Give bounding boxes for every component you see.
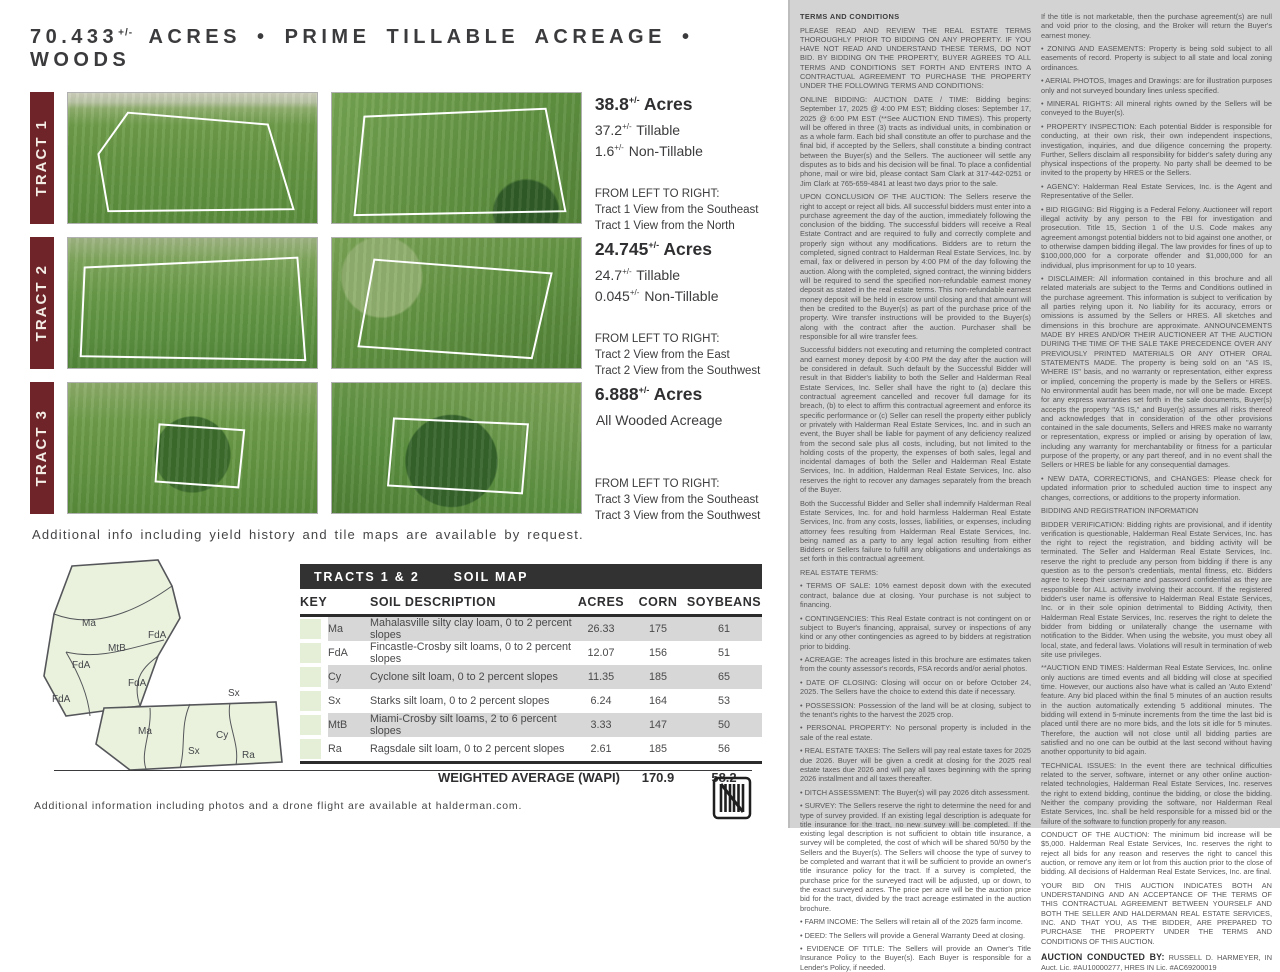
tract-1-row [30,92,778,224]
label: All Wooded Acreage [596,412,723,428]
soil-zone-label: Ma [138,726,152,737]
col-header-soybeans: SOYBEANS [686,595,762,609]
terms-paragraph: • ACREAGE: The acreages listed in this brochure are estimates taken from the county assessor's records, FSA records and/or aerial photos. [800,655,1031,674]
tract-3-photo-southwest [331,382,582,514]
cell-description: Fincastle-Crosby silt loams, 0 to 2 percent slopes [370,641,572,665]
cell-acres: 6.24 [572,689,630,713]
terms-paragraph: • EVIDENCE OF TITLE: The Sellers will provide an Owner's Title Insurance Policy to the Buyer(s). Each Buyer is responsible for a Lender's Policy, if needed. [800,944,1031,972]
tract-1-breakdown [595,122,778,172]
tract-1-photo-north [331,92,582,224]
plus-minus: +/- [614,143,624,152]
label: Non-Tillable [629,143,703,159]
from-left-to-right-label: FROM LEFT TO RIGHT: [595,188,778,200]
acres-value: 6.888 [595,384,639,404]
table-row [300,641,762,665]
soil-zone-label: Ma [82,618,96,629]
cell-corn: 147 [630,713,686,737]
terms-paragraph: • TERMS OF SALE: 10% earnest deposit down with the executed contract, balance due at closing. Your purchase is not subject to financing. [800,581,1031,609]
tract-2-breakdown [595,267,778,317]
terms-column-2 [1041,12,1272,822]
terms-col1-paragraphs [800,26,1031,972]
tract-3-breakdown [595,412,778,462]
cell-key: Ra [328,737,370,761]
terms-paragraph: TECHNICAL ISSUES: In the event there are technical difficulties related to the server, software, internet or any other online auction-related technologies, Halderman Real Estate Services, Inc. reserves the right to extend bidding, continue the bidding, or close the bidding. Neither the company providing the software, nor Halderman Real Estate Services, Inc. shall be held responsible for a missed bid or the failure of the software to function properly for any reason. [1041,761,1272,826]
acres-value: 24.745 [595,239,649,259]
soil-table-title-bar [300,564,762,589]
key-swatch-cell [300,713,328,737]
col-header-key: KEY [300,595,370,609]
cell-description: Miami-Crosby silt loams, 2 to 6 percent slopes [370,713,572,737]
terms-paragraph: • PERSONAL PROPERTY: No personal property is included in the sale of the real estate. [800,723,1031,742]
terms-paragraph: • MINERAL RIGHTS: All mineral rights owned by the Sellers will be conveyed to the Buyer(s). [1041,99,1272,118]
terms-paragraph: PLEASE READ AND REVIEW THE REAL ESTATE TERMS THOROUGHLY PRIOR TO BIDDING ON ANY PROPERTY. IF YOU HAVE NOT READ AND UNDERSTAND THESE TERMS, DO NOT BID. BY BIDDING ON THE PROPERTY, BUYER AGREES TO ALL TERMS AND CONDITIONS SET FORTH AND ENTERS INTO A CONTRACTUAL AGREEMENT TO PURCHASE THE PROPERTY UNDER THE FOLLOWING TERMS AND CONDITIONS: [800,26,1031,91]
title-rest: ACRES • PRIME TILLABLE ACREAGE • WOODS [30,26,694,71]
tract-1-caption-2: Tract 1 View from the North [595,220,778,232]
plus-minus: +/- [639,385,650,395]
soil-zone-label: FdA [52,694,71,705]
cell-soybeans: 56 [686,737,762,761]
table-row [300,713,762,737]
value: 0.045 [595,288,630,304]
plus-minus: +/- [622,122,632,131]
terms-paragraph: • ZONING AND EASEMENTS: Property is being sold subject to all easements of record. Property is subject to all state and local zoning ordinances. [1041,44,1272,72]
soil-key-swatch [300,619,321,639]
tract-2-acres [595,239,778,260]
cell-description: Cyclone silt loam, 0 to 2 percent slopes [370,665,572,689]
terms-paragraph: • DEED: The Sellers will provide a General Warranty Deed at closing. [800,931,1031,940]
terms-paragraph: UPON CONCLUSION OF THE AUCTION: The Sellers reserve the right to accept or reject all bids. All successful bidders must enter into a purchase agreement the day of the auction, immediately following the conclusion of the bidding. The successful bidders will receive a Real Estate Contract and are required to fully and correctly complete and properly sign without any modifications. Bidders are to return the completed, signed contract to Halderman Real Estate Services, Inc. by email, fax or delivered in person by 4:00 PM of the day following the auction. Along with the completed, signed contract, the winning bidders will be required to send the specified non-refundable earnest money deposit as stated in the real estate terms. This non-refundable earnest money deposit will be held in escrow until closing and that amount will then be credited to the Buyer(s) as part of the purchase price of the property. Wire transfer instructions will be provided to the Buyer(s) along with the contract after the auction. Purchaser shall be responsible for all wire transfer fees. [800,192,1031,341]
soil-zone-label: Sx [188,746,200,757]
soil-map-drawing [30,556,286,788]
tract-1-photo-southeast [67,92,318,224]
terms-paragraph: REAL ESTATE TERMS: [800,568,1031,577]
tract-3-info [595,382,778,514]
terms-paragraph: • PROPERTY INSPECTION: Each potential Bidder is responsible for conducting, at their own risk, their own independent inspections, investigation, inquiries, and due diligence concerning the property. Further, Sellers disclaim all responsibility for bidder's safety during any physical inspections of the property. No party shall be deemed to be invited to the property by HRES or the Sellers. [1041,122,1272,178]
tract-1-caption-1: Tract 1 View from the Southeast [595,204,778,216]
cell-soybeans: 51 [686,641,762,665]
acres-unit: Acres [644,94,693,114]
terms-paragraph: • DATE OF CLOSING: Closing will occur on or before October 24, 2025. The Sellers have the choice to extend this date if necessary. [800,678,1031,697]
cell-soybeans: 65 [686,665,762,689]
soil-key-swatch [300,643,321,663]
soil-table-subtitle: SOIL MAP [454,570,529,584]
request-note: Additional info including yield history and tile maps are available by request. [32,527,778,542]
tillable-line [595,122,778,138]
tract-1-label-strip [30,92,54,224]
soil-section [30,556,778,791]
cell-description: Starks silt loam, 0 to 2 percent slopes [370,689,572,713]
cell-corn: 164 [630,689,686,713]
title-plus-minus: +/- [118,27,133,38]
plus-minus: +/- [629,95,640,105]
terms-paragraph: BIDDING AND REGISTRATION INFORMATION [1041,506,1272,515]
value: 1.6 [595,143,614,159]
boundary-outline [68,93,317,223]
terms-paragraph: • BID RIGGING: Bid Rigging is a Federal Felony. Auctioneer will report illegal activity by any person to the FBI for investigation and prosecution. Title 15, Section 1 of the U.S. Code makes any agreement amongst potential bidders not to bid against one another, or to otherwise dampen bidding illegal. The law provides for fines of up to $100,000,000 for a corporate offender and $1,000,000 for an individual, plus imprisonment for up to 10 years. [1041,205,1272,270]
weighted-average-corn: 170.9 [630,770,686,785]
acres-unit: Acres [654,384,703,404]
tract-2-label: TRACT 2 [33,264,50,341]
tract-1-acres [595,94,778,115]
from-left-to-right-label: FROM LEFT TO RIGHT: [595,333,778,345]
terms-paragraph: **AUCTION END TIMES: Halderman Real Estate Services, Inc. online only auctions are timed events and all bidding will close at specified time. However, our auctions also have what is called an 'Auto Extend' feature. Any bid placed within the final 5 minutes of an auction results in the auction automatically extending 5 additional minutes. The bidding will extend in 5-minute increments from the time the last bid is placed until there are no more bids, and the lots sit idle for 5 minutes. Therefore, the auction will not close until all bidding parties are satisfied and no one can be outbid at the last second without having another opportunity to bid again. [1041,663,1272,756]
auction-by-label: AUCTION CONDUCTED BY: [1041,952,1165,962]
tract-1-info [595,92,778,224]
terms-paragraph: • AGENCY: Halderman Real Estate Services, Inc. is the Agent and Representative of the Seller. [1041,182,1272,201]
soil-zone-label: MtB [108,643,126,654]
terms-paragraph: CONDUCT OF THE AUCTION: The minimum bid increase will be $5,000. Halderman Real Estate Services, Inc. reserves the right to reject all bids for any reason and reserves the right to cancel this auction, or remove any item or lot from this auction prior to the close of bidding. All decisions of Halderman Real Estate Services, Inc. are final. [1041,830,1272,877]
terms-paragraph: • POSSESSION: Possession of the land will be at closing, subject to the tenant's rights to the harvest the 2025 crop. [800,701,1031,720]
table-row [300,665,762,689]
cell-key: MtB [328,713,370,737]
label: Tillable [636,267,680,283]
boundary-outline [332,238,581,368]
boundary-outline [332,93,581,223]
col-header-description: SOIL DESCRIPTION [370,595,572,609]
soil-key-swatch [300,715,321,735]
terms-page [788,0,1280,828]
col-header-acres: ACRES [572,595,630,609]
label: Tillable [636,122,680,138]
title-acres-value: 70.433 [30,26,118,48]
tract-3-row [30,382,778,514]
key-swatch-cell [300,617,328,641]
terms-paragraph: ONLINE BIDDING: AUCTION DATE / TIME: Bidding begins: September 17, 2025 @ 4:00 PM EST; Bidding closes: September 17, 2025 @ 6:00 PM EST (**See AUCTION END TIMES). This property will be offered in three (3) tracts as individual units, in combination or as a whole farm. Each bid shall constitute an offer to purchase and the final bid, if accepted by the Sellers, shall constitute a binding contract between the Buyer(s) and the Sellers. The auctioneer will settle any disputes as to bids and his decision will be final. To place a confidential phone, mail or wire bid, please contact Sam Clark at 317-442-0251 or Jim Clark at 765-659-4841 at least two days prior to the sale. [800,95,1031,188]
halderman-logo [712,776,752,820]
cell-acres: 2.61 [572,737,630,761]
key-swatch-cell [300,737,328,761]
non-tillable-line [595,288,778,304]
soil-key-swatch [300,691,321,711]
tract-3-caption-2: Tract 3 View from the Southwest [595,510,778,522]
terms-paragraph: • NEW DATA, CORRECTIONS, and CHANGES: Please check for updated information prior to scheduled auction time to inspect any changes, corrections, or additions to the property information. [1041,474,1272,502]
soil-zone-label: FdA [148,630,167,641]
cell-soybeans: 53 [686,689,762,713]
footer-note: Additional information including photos and a drone flight are available at halderman.com. [34,800,522,820]
col-header-corn: CORN [630,595,686,609]
cell-corn: 185 [630,665,686,689]
boundary-outline [68,383,317,513]
terms-col2-paragraphs [1041,12,1272,946]
plus-minus: +/- [648,240,659,250]
terms-paragraph: YOUR BID ON THIS AUCTION INDICATES BOTH AN UNDERSTANDING AND AN ACCEPTANCE OF THE TERMS OF THIS CONTRACTUAL AGREEMENT BETWEEN YOURSELF AND BOTH THE SELLER AND HALDERMAN REAL ESTATE SERVICES, INC. AND THAT YOU, AS THE BIDDER, ARE PREPARED TO PURCHASE THE PROPERTY UNDER THE TERMS AND CONDITIONS OF THIS AUCTION. [1041,881,1272,946]
table-row [300,617,762,641]
terms-paragraph: • SURVEY: The Sellers reserve the right to determine the need for and type of survey provided. If an existing legal description is adequate for title insurance for the tract, no new survey will be completed. If the existing legal description is not sufficient to obtain title insurance, a survey will be completed, the cost of which will be shared 50/50 by the Sellers and the Buyer(s). The Sellers will choose the type of survey to be completed and warrant that it will be sufficient to provide an owner's title insurance policy for the tract. If a survey is completed, the purchase price for the surveyed tract will be adjusted, up or down, to the exact surveyed acres. The price per acre will be the auction price bid for the tract, divided by the tract acreage estimated in the auction brochure. [800,801,1031,913]
soil-table-header [300,589,762,617]
soil-zone-label: Sx [228,688,240,699]
tract-1-label: TRACT 1 [33,119,50,196]
label: Non-Tillable [644,288,718,304]
acres-unit: Acres [663,239,712,259]
terms-paragraph: Successful bidders not executing and returning the completed contract and earnest money deposit by 4:00 PM the day after the auction will be considered in default. Such default by the Successful Bidder will result in that Bidder's liability to both the Seller and Halderman Real Estate Services, Inc. Seller shall have the right to (a) declare this contractual agreement cancelled and recover full damage for its breach, (b) to elect to affirm this contractual agreement and enforce its specific performance or (c) Seller can resell the property either publicly or privately with Halderman Real Estate Services, Inc. and in such an event, the Buyer shall be liable for payment of any deficiency realized from the second sale plus all costs, including, but not limited to the holding costs of the property, the expenses of both sales, legal and incidental damages of both the Seller and Halderman Real Estate Services, Inc. In addition, Halderman Real Estate Services, Inc. also reserves the right to recover any damages separately from the breach of the Buyer. [800,345,1031,494]
terms-paragraph: • AERIAL PHOTOS, Images and Drawings: are for illustration purposes only and not surveyed boundary lines unless specified. [1041,76,1272,95]
cell-acres: 26.33 [572,617,630,641]
terms-paragraph: BIDDER VERIFICATION: Bidding rights are provisional, and if identity verification is questionable, Halderman Real Estate Services, Inc. has the right to reject the registration, and bidding activity will be terminated. The Seller and Halderman Real Estate Services, Inc. reserve the right to preclude any person from bidding if there is any question as to the person's credentials, mental fitness, etc. Bidders agree to keep their username and password confidential as they are responsible for ALL activity involving their account. If the registered bidder's user name is offensive to Halderman Real Estate Services, Inc. or in their sole opinion detrimental to Bidding Activity, then Halderman Real Estate Services, Inc. reserves the right to delete the bidder from bidding or unilaterally change the username with notification to the Bidder. When using the website, you must obey all local, state, and federal laws. Violations will result in termination of web site use privileges. [1041,520,1272,660]
value: 24.7 [595,267,622,283]
soil-zone-label: Ra [242,750,255,761]
cell-acres: 3.33 [572,713,630,737]
tract-2-photo-east [67,237,318,369]
terms-paragraph: • DISCLAIMER: All information contained in this brochure and all related materials are subject to the Terms and Conditions outlined in the purchase agreement. This information is subject to verification by all parties relying upon it. No liability for its accuracy, errors or omissions is assumed by the Sellers or HRES. All sketches and dimensions in this brochure are approximate. ANNOUNCEMENTS MADE BY HRES AND/OR THEIR AUCTIONEER AT THE AUCTION DURING THE TIME OF THE SALE TAKE PRECEDENCE OVER ANY PREVIOUSLY PRINTED MATERIALS OR ANY OTHER ORAL STATEMENTS MADE. The property is being sold on an "AS IS, WHERE IS" basis, and no warranty or representation, either express or implied, concerning the property is made by the Sellers or HRES. No environmental audit has been made, nor will one be made. Except for any express warranties set forth in the sale documents, Buyer(s) accepts the property "AS IS," and Buyer(s) assumes all risks thereof and acknowledges that in consideration of the other provisions contained in the sale documents, Sellers and HRES make no warranty or representation, express or implied or arising by operation of law, including any warranty for merchantability or fitness for a particular purpose of the property, or any part thereof, and in no event shall the Sellers or HRES be liable for any consequential damages. [1041,274,1272,470]
value: 37.2 [595,122,622,138]
key-swatch-cell [300,689,328,713]
soil-key-swatch [300,667,321,687]
table-row [300,737,762,761]
cell-description: Ragsdale silt loam, 0 to 2 percent slopes [370,737,572,761]
table-row [300,689,762,713]
tract-2-row [30,237,778,369]
cell-soybeans: 50 [686,713,762,737]
boundary-outline [332,383,581,513]
tract-3-caption-1: Tract 3 View from the Southeast [595,494,778,506]
key-swatch-cell [300,665,328,689]
tract-2-caption-1: Tract 2 View from the East [595,349,778,361]
terms-paragraph: If the title is not marketable, then the purchase agreement(s) are null and void prior to the closing, and the Broker will return the Buyer's earnest money. [1041,12,1272,40]
soil-zone-label: FdA [128,678,147,689]
tillable-line [595,267,778,283]
terms-paragraph: • FARM INCOME: The Sellers will retain all of the 2025 farm income. [800,917,1031,926]
page-title [30,26,778,72]
terms-paragraph: Both the Successful Bidder and Seller shall indemnify Halderman Real Estate Services, Inc. for and hold harmless Halderman Real Estate Services, Inc. from any costs, losses, liabilities, or expenses, including attorney fees resulting from Halderman Real Estate Services, Inc. being named as a party to any legal action resulting from either Bidders or Sellers failure to fulfill any obligations and undertakings as set forth in this contractual agreement. [800,499,1031,564]
terms-paragraph: • CONTINGENCIES: This Real Estate contract is not contingent on or subject to Buyer's financing, appraisal, survey or inspections of any kind or any other contingencies as agreed to by bidders at registration prior to bidding. [800,614,1031,651]
non-tillable-line [595,143,778,159]
tract-2-label-strip [30,237,54,369]
terms-column-1 [800,12,1031,822]
auction-by-text: RUSSELL D. HARMEYER, IN Auct. Lic. #AU10000277, HRES IN Lic. #AC69200019 [1041,953,1272,972]
terms-paragraph: • REAL ESTATE TAXES: The Sellers will pay real estate taxes for 2025 due 2026. Buyer will be given a credit at closing for the 2025 real estate taxes due 2026 and will pay all taxes beginning with the spring 2026 installment and all taxes thereafter. [800,746,1031,783]
tract-3-label-strip [30,382,54,514]
tract-2-caption-2: Tract 2 View from the Southwest [595,365,778,377]
boundary-outline [68,238,317,368]
left-page-footer [34,770,752,820]
cell-description: Mahalasville silty clay loam, 0 to 2 percent slopes [370,617,572,641]
tract-3-photo-southeast [67,382,318,514]
tract-2-photo-southwest [331,237,582,369]
weighted-average-soybeans: 58.2 [686,770,762,785]
plus-minus: +/- [622,267,632,276]
cell-acres: 11.35 [572,665,630,689]
soil-table-title: TRACTS 1 & 2 [314,570,420,584]
key-swatch-cell [300,641,328,665]
wooded-line [595,412,778,428]
weighted-average-label: WEIGHTED AVERAGE (WAPI) [300,770,630,785]
cell-corn: 175 [630,617,686,641]
soil-zone-label: Cy [216,730,228,741]
from-left-to-right-label: FROM LEFT TO RIGHT: [595,478,778,490]
cell-corn: 185 [630,737,686,761]
plus-minus: +/- [630,288,640,297]
cell-corn: 156 [630,641,686,665]
cell-acres: 12.07 [572,641,630,665]
terms-paragraph: • DITCH ASSESSMENT: The Buyer(s) will pay 2026 ditch assessment. [800,788,1031,797]
tract-3-label: TRACT 3 [33,409,50,486]
auction-conducted-by [1041,952,1272,972]
cell-key: FdA [328,641,370,665]
soil-table [300,564,762,791]
footer-rule [54,770,752,771]
cell-key: Ma [328,617,370,641]
cell-key: Cy [328,665,370,689]
tract-2-info [595,237,778,369]
cell-key: Sx [328,689,370,713]
cell-soybeans: 61 [686,617,762,641]
acres-value: 38.8 [595,94,629,114]
soil-key-swatch [300,739,321,759]
tract-3-acres [595,384,778,405]
terms-heading: TERMS AND CONDITIONS [800,12,1031,21]
soil-zone-label: FdA [72,660,91,671]
